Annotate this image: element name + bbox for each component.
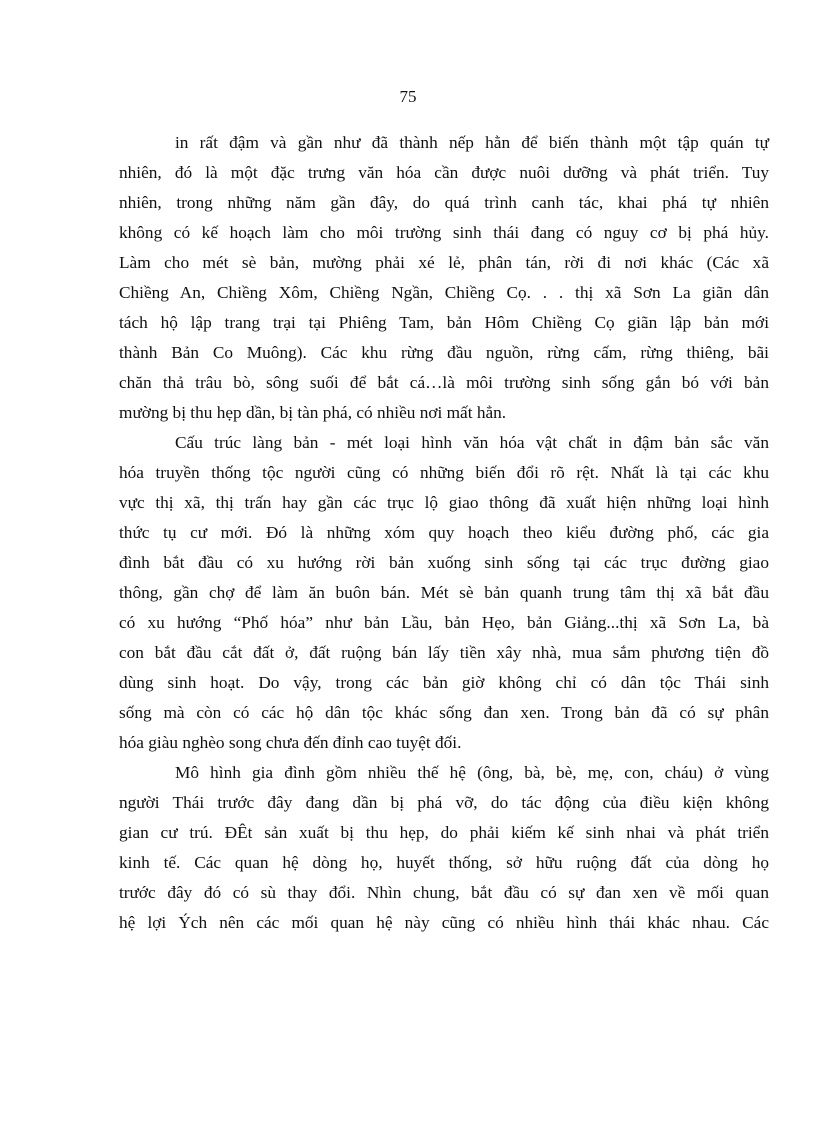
paragraph-2 (119, 428, 769, 758)
body-text (119, 128, 769, 938)
text-line: hệ lợi Ých nên các mối quan hệ này cũng có nhiều hình thái khác nhau. Các (119, 913, 769, 932)
text-line: in rất đậm và gần như đã thành nếp hằn để biến thành một tập quán tự (175, 133, 769, 152)
text-line: nhiên, trong những năm gần đây, do quá trình canh tác, khai phá tự nhiên (119, 193, 769, 212)
text-line: Cấu trúc làng bản - mét loại hình văn hóa vật chất in đậm bản sắc văn (175, 433, 769, 452)
text-line: tách hộ lập trang trại tại Phiêng Tam, bản Hôm Chiềng Cọ giãn lập bản mới (119, 313, 769, 332)
text-line: hóa giàu nghèo song chưa đến đỉnh cao tuyệt đối. (119, 733, 462, 752)
text-line: mường bị thu hẹp dần, bị tàn phá, có nhiều nơi mất hẳn. (119, 403, 507, 422)
text-line: thức tụ cư mới. Đó là những xóm quy hoạch theo kiểu đường phố, các gia (119, 523, 769, 542)
text-line: có xu hướng “Phố hóa” như bản Lầu, bản Hẹo, bản Giảng...thị xã Sơn La, bà (119, 613, 769, 632)
text-line: thông, gần chợ để làm ăn buôn bán. Mét sè bản quanh trung tâm thị xã bắt đầu (119, 583, 769, 602)
text-line: không có kế hoạch làm cho môi trường sinh thái đang có nguy cơ bị phá hủy. (119, 223, 769, 242)
text-line: Chiềng An, Chiềng Xôm, Chiềng Ngần, Chiềng Cọ. . . thị xã Sơn La giãn dân (119, 283, 769, 302)
paragraph-1 (119, 128, 769, 428)
text-line: sống mà còn có các hộ dân tộc khác sống đan xen. Trong bản đã có sự phân (119, 703, 769, 722)
text-line: dùng sinh hoạt. Do vậy, trong các bản giờ không chỉ có dân tộc Thái sinh (119, 673, 769, 692)
text-line: kinh tế. Các quan hệ dòng họ, huyết thống, sở hữu ruộng đất của dòng họ (119, 853, 769, 872)
text-line: nhiên, đó là một đặc trưng văn hóa cần được nuôi dưỡng và phát triển. Tuy (119, 163, 769, 182)
text-line: hóa truyền thống tộc người cũng có những biến đổi rõ rệt. Nhất là tại các khu (119, 463, 769, 482)
text-line: chăn thả trâu bò, sông suối để bắt cá…là môi trường sinh sống gắn bó với bản (119, 373, 769, 392)
text-line: gian cư trú. ĐÊt sản xuất bị thu hẹp, do phải kiếm kế sinh nhai và phát triển (119, 823, 769, 842)
paragraph-3 (119, 758, 769, 938)
text-line: thành Bản Co Muông). Các khu rừng đầu nguồn, rừng cấm, rừng thiêng, bãi (119, 343, 769, 362)
text-line: người Thái trước đây đang dần bị phá vỡ, do tác động của điều kiện không (119, 793, 769, 812)
text-line: đình bắt đầu có xu hướng rời bản xuống sinh sống tại các trục đường giao (119, 553, 769, 572)
page-number: 75 (399, 87, 417, 106)
text-line: con bắt đầu cắt đất ở, đất ruộng bán lấy tiền xây nhà, mua sắm phương tiện đồ (119, 643, 769, 662)
text-line: vực thị xã, thị trấn hay gần các trục lộ giao thông đã xuất hiện những loại hình (119, 493, 769, 512)
text-line: Mô hình gia đình gồm nhiều thế hệ (ông, bà, bè, mẹ, con, cháu) ở vùng (175, 763, 769, 782)
text-line: Làm cho mét sè bản, mường phải xé lẻ, phân tán, rời đi nơi khác (Các xã (119, 253, 769, 272)
text-line: trước đây đó có sù thay đổi. Nhìn chung, bắt đầu có sự đan xen về mối quan (119, 883, 769, 902)
